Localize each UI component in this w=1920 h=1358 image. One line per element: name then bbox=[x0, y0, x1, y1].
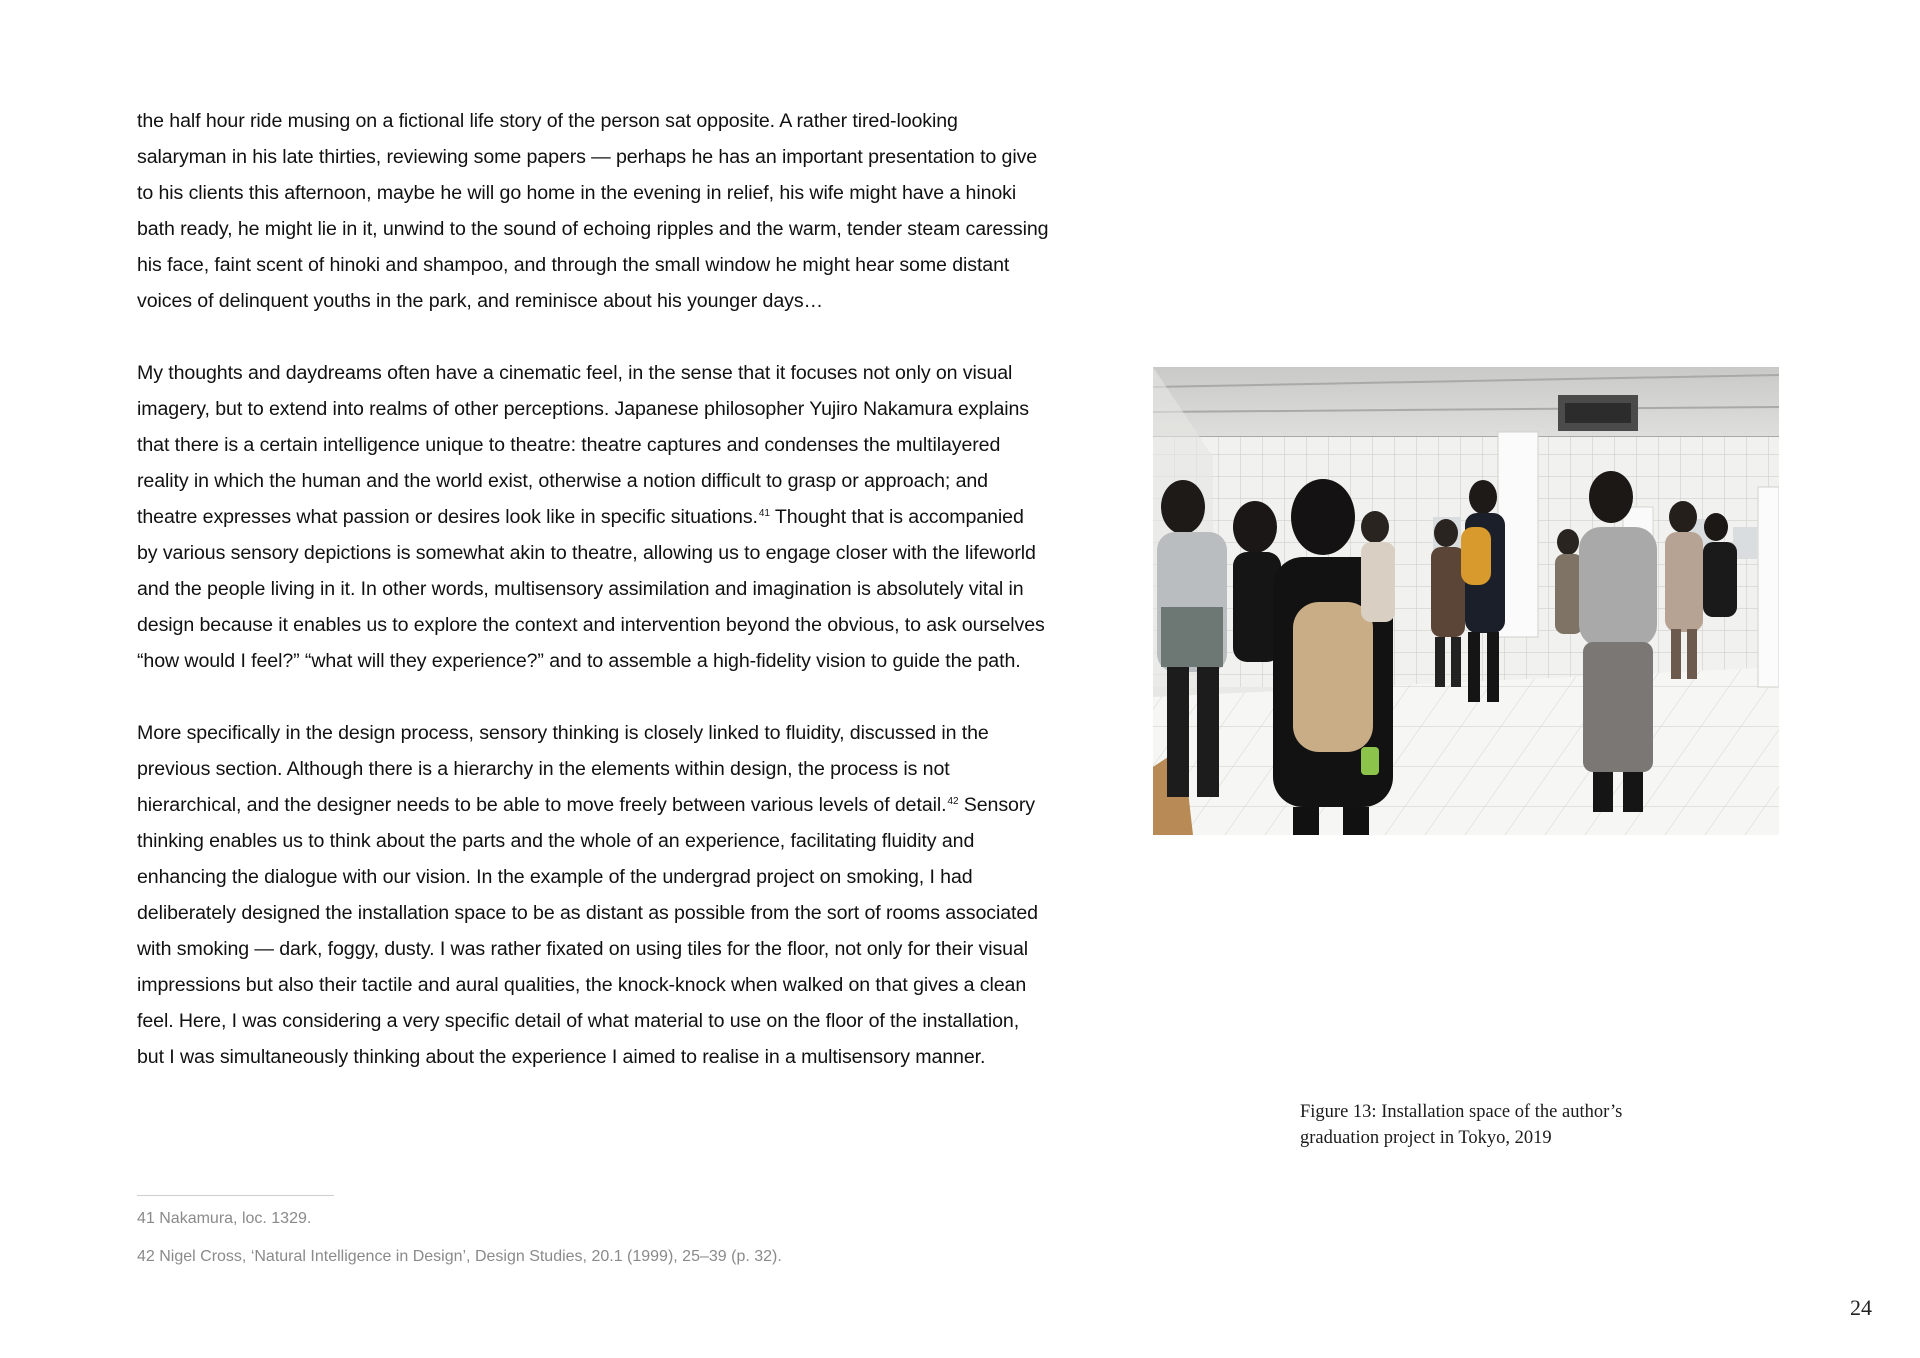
figure-caption-line-2: graduation project in Tokyo, 2019 bbox=[1300, 1128, 1552, 1148]
paragraph-2 bbox=[137, 355, 1049, 679]
paragraph-text: My thoughts and daydreams often have a cinematic feel, in the sense that it focuses not only on visual imagery, but to extend into realms of other perceptions. Japanese philosopher Yujiro Nakamura explains that there is a certain intelligence unique to theatre: theatre captures and condenses the multilayered reality in which the human and the world exist, otherwise a notion difficult to grasp or approach; and theatre expresses what passion or desires look like in specific situations. bbox=[137, 362, 1029, 528]
footnotes bbox=[137, 1208, 1049, 1268]
footnote-41: 41 Nakamura, loc. 1329. bbox=[137, 1210, 312, 1227]
body-text bbox=[137, 103, 1049, 1075]
footnote-divider bbox=[137, 1195, 334, 1196]
page-number: 24 bbox=[1850, 1295, 1872, 1320]
installation-photo bbox=[1153, 367, 1779, 835]
paragraph-text: the half hour ride musing on a fictional life story of the person sat opposite. A rather tired-looking salaryman in his late thirties, reviewing some papers — perhaps he has an important presentation to give to his clients this afternoon, maybe he will go home in the evening in relief, his wife might have a hinoki bath ready, he might lie in it, unwind to the sound of echoing ripples and the warm, tender steam caressing his face, faint scent of hinoki and shampoo, and through the small window he might hear some distant voices of delinquent youths in the park, and reminisce about his younger days… bbox=[137, 110, 1049, 312]
paragraph-1 bbox=[137, 103, 1049, 319]
footnote-42: 42 Nigel Cross, ‘Natural Intelligence in Design’, Design Studies, 20.1 (1999), 25–39 (p. 32). bbox=[137, 1248, 782, 1265]
figure-caption bbox=[1300, 1099, 1660, 1151]
figure-caption-line-1: Figure 13: Installation space of the author’s bbox=[1300, 1102, 1623, 1122]
footnote-ref-42: 42 bbox=[947, 796, 959, 807]
paragraph-3 bbox=[137, 715, 1049, 1075]
footnote-ref-41: 41 bbox=[758, 508, 770, 519]
paragraph-text: Thought that is accompanied by various sensory depictions is somewhat akin to theatre, allowing us to engage closer with the lifeworld and the people living in it. In other words, multisensory assimilation and imagination is absolutely vital in design because it enables us to explore the context and intervention beyond the obvious, to ask ourselves “how would I feel?” “what will they experience?” and to assemble a high-fidelity vision to guide the path. bbox=[137, 506, 1045, 672]
paragraph-text: More specifically in the design process, sensory thinking is closely linked to fluidity, discussed in the previous section. Although there is a hierarchy in the elements within design, the process is not hierarchical, and the designer needs to be able to move freely between various levels of detail. bbox=[137, 722, 989, 816]
paragraph-text: Sensory thinking enables us to think about the parts and the whole of an experience, facilitating fluidity and enhancing the dialogue with our vision. In the example of the undergrad project on smoking, I had deliberately designed the installation space to be as distant as possible from the sort of rooms associated with smoking — dark, foggy, dusty. I was rather fixated on using tiles for the floor, not only for their visual impressions but also their tactile and aural qualities, the knock-knock when walked on that gives a clean feel. Here, I was considering a very specific detail of what material to use on the floor of the installation, but I was simultaneously thinking about the experience I aimed to realise in a multisensory manner. bbox=[137, 794, 1038, 1068]
